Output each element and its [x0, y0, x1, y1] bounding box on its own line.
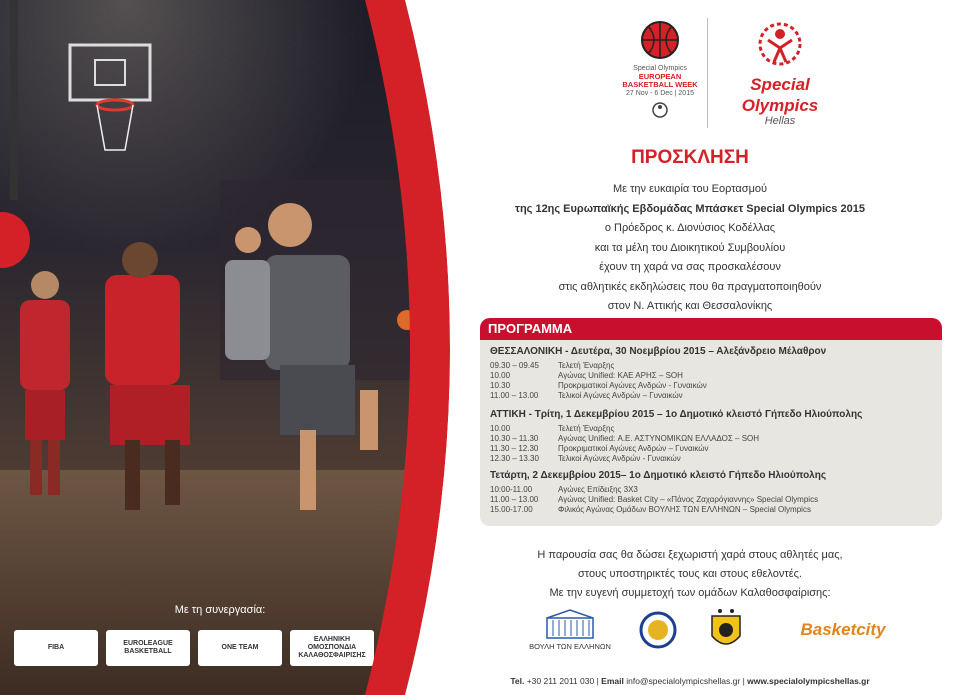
closing-line: Με την ευγενή συμμετοχή των ομάδων Καλαθοσφαίρισης: [549, 587, 831, 599]
ebw-org: Special Olympics [633, 65, 687, 72]
logo-separator [707, 18, 708, 128]
program-row: 11.30 – 12.30 Προκριματικοί Αγώνες Ανδρών – Γυναικών [490, 444, 709, 453]
program-header: ΠΡΟΓΡΑΜΜΑ [480, 318, 942, 340]
email-link[interactable]: info@specialolympicshellas.gr [623, 676, 741, 686]
intro-line: ο Πρόεδρος κ. Διονύσιος Κοδέλλας [604, 222, 776, 234]
police-club-logo [638, 610, 678, 652]
fiba-logo: FIBA [14, 630, 98, 666]
so-name-2: Olympics [741, 95, 819, 115]
police-club-crest-icon [639, 610, 677, 650]
program-row: 11.00 – 13.00 Αγώνας Unified: Basket City – «Πάνος Ζαχαρόγιαννης» Special Olympics [490, 495, 819, 504]
section-title: ΑΤΤΙΚΗ - Τρίτη, 1 Δεκεμβρίου 2015 – 1ο Δημοτικό κλειστό Γήπεδο Ηλιούπολης [490, 409, 863, 420]
invitation-title: ΠΡΟΣΚΛΗΣΗ [631, 147, 749, 168]
contact-line: Tel. +30 211 2011 030 | Email info@specialolympicshellas.gr | www.specialolympicshellas.gr [510, 676, 870, 686]
ebw-logo [615, 20, 705, 124]
section-title: Τετάρτη, 2 Δεκεμβρίου 2015– 1ο Δημοτικό κλειστό Γήπεδο Ηλιούπολης [490, 470, 827, 481]
program-row: 10.30 – 11.30 Αγώνας Unified: Α.Ε. ΑΣΤΥΝΟΜΙΚΩΝ ΕΛΛΑΔΟΣ – SOH [490, 434, 760, 443]
closing-text [420, 546, 960, 603]
so-hellas: Hellas [764, 114, 796, 127]
partners-label: Με τη συνεργασία: [174, 604, 266, 616]
oneteam-logo: ONE TEAM [198, 630, 282, 666]
basketball-icon [640, 20, 680, 60]
section-title: ΘΕΣΣΑΛΟΝΙΚΗ - Δευτέρα, 30 Νοεμβρίου 2015 – Αλεξάνδρειο Μέλαθρον [490, 346, 827, 357]
intro-line: και τα μέλη του Διοικητικού Συμβουλίου [594, 241, 786, 254]
program-row: 15.00-17.00 Φιλικός Αγώνας Ομάδων ΒΟΥΛΗΣ ΤΩΝ ΕΛΛΗΝΩΝ – Special Olympics [490, 505, 811, 514]
intro-line: στις αθλητικές εκδηλώσεις που θα πραγματοποιηθούν [558, 280, 822, 293]
program-section-wednesday [490, 470, 940, 515]
intro-line: Με την ευκαιρία του Εορτασμού [612, 183, 768, 195]
invitation-panel [420, 0, 960, 695]
basketcity-logo: Basketcity [800, 620, 886, 639]
invitation-intro [420, 180, 960, 317]
mini-olympics-icon [651, 101, 669, 119]
aris-logo [706, 608, 746, 656]
website-link[interactable]: www.specialolympicshellas.gr [747, 676, 870, 686]
aris-shield-icon [708, 608, 744, 654]
so-name-1: Special [750, 75, 810, 94]
euroleague-logo: EUROLEAGUE BASKETBALL [106, 630, 190, 666]
program-section-thessaloniki [490, 346, 940, 401]
program-row: 10.00 Τελετή Έναρξης [490, 424, 615, 433]
program-row: 10:00-11.00 Αγώνες Επίδειξης 3Χ3 [490, 485, 638, 494]
email-label: Email [601, 676, 624, 686]
intro-line: στον Ν. Αττικής και Θεσσαλονίκης [607, 300, 773, 312]
program-row: 10.30 Προκριματικοί Αγώνες Ανδρών - Γυναικών [490, 381, 707, 390]
special-olympics-logo [720, 20, 840, 127]
intro-line: της 12ης Ευρωπαϊκής Εβδομάδας Μπάσκετ Special Olympics 2015 [515, 202, 865, 215]
parliament-building-icon [545, 608, 595, 640]
tel-number: +30 211 2011 030 [524, 676, 595, 686]
parliament-logo [525, 608, 615, 651]
hellenic-federation-logo: ΕΛΛΗΝΙΚΗ ΟΜΟΣΠΟΝΔΙΑ ΚΑΛΑΘΟΣΦΑΙΡΙΣΗΣ [290, 630, 374, 666]
program-row: 10.00 Αγώνας Unified: ΚΑΕ ΑΡΗΣ – SOH [490, 371, 683, 380]
special-olympics-icon [750, 20, 810, 68]
parliament-label: ΒΟΥΛΗ ΤΩΝ ΕΛΛΗΝΩΝ [529, 642, 611, 651]
program-row: 11.00 – 13.00 Τελικοί Αγώνες Ανδρών – Γυναικών [490, 391, 683, 400]
closing-line: Η παρουσία σας θα δώσει ξεχωριστή χαρά στους αθλητές μας, [537, 549, 843, 561]
tel-label: Tel. [510, 676, 525, 686]
sponsor-logos [520, 608, 940, 664]
program-row: 12.30 – 13.30 Τελικοί Αγώνες Ανδρών - Γυναικών [490, 454, 681, 463]
ebw-title-2: BASKETBALL WEEK [622, 80, 698, 90]
closing-line: στους υποστηρικτές τους και στους εθελοντές. [578, 568, 802, 580]
intro-line: έχουν τη χαρά να σας προσκαλέσουν [599, 261, 781, 273]
ebw-title-1: EUROPEAN [638, 72, 682, 82]
program-row: 09.30 – 09.45 Τελετή Έναρξης [490, 361, 615, 370]
partners-logos [14, 630, 374, 666]
program-section-attiki [490, 409, 940, 464]
ebw-dates: 27 Nov - 6 Dec | 2015 [626, 89, 694, 97]
